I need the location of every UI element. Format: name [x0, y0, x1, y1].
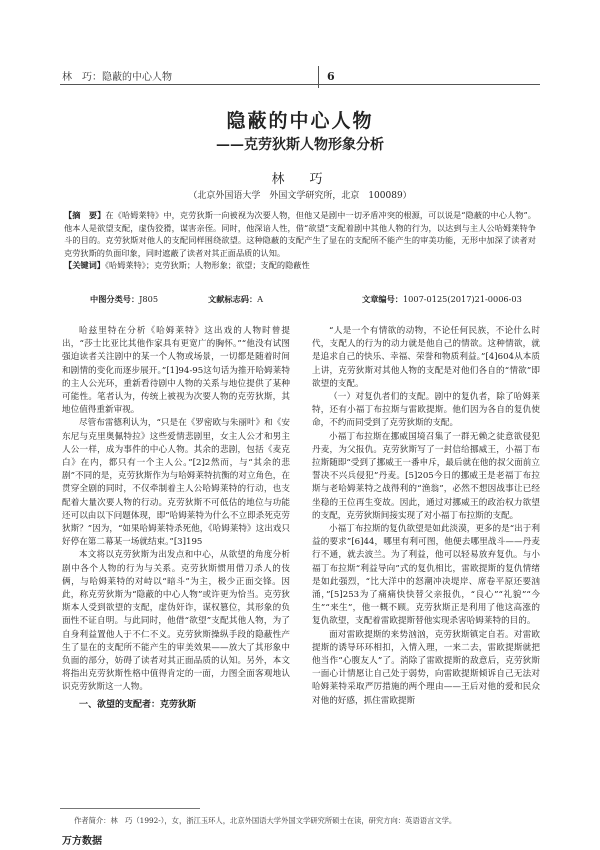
doc-code-value: A [257, 294, 264, 304]
abstract-paragraph [64, 209, 536, 259]
body-paragraph: 面对雷欧提斯的来势汹汹，克劳狄斯镇定自若。对雷欧提斯的诱导环环相扣，入情入理，一来二去，雷欧提斯就把他当作“心腹友人”了。消除了雷欧提斯的敌意后，克劳狄斯一面心计情愿让自己处于弱势，向雷欧提斯倾诉自己无法对哈姆莱特采取严厉措施的两个理由——王后对他的爱和民众对他的好感，抓住雷欧提斯 [312, 629, 540, 706]
body-left-column [62, 325, 290, 712]
body-paragraph: 小福丁布拉斯的复仇欲望是如此淡漠，更多的是“出于利益的要求”[6]44，哪里有利可图，他便去哪里战斗——丹麦行不通，就去波兰。为了利益，他可以轻易放弃复仇。与小福丁布拉斯“利益导向”式的复仇相比，雷欧提斯的复仇情绪是如此强烈，“比大洋中的怒潮冲决堤岸、席卷平原还要汹涌，”[5]253为了痛痛快快替父亲报仇，“良心”“礼貌”“今生”“来生”，他一概不顾。克劳狄斯正是利用了他这高涨的复仇欲望，支配着雷欧提斯替他实现杀害哈姆莱特的目的。 [312, 524, 540, 627]
body-paragraph: 本文将以克劳狄斯为出发点和中心，从欲望的角度分析剧中各个人物的行为与关系。克劳狄斯惯用借刀杀人的伎俩，与哈姆莱特的对峙以“暗斗”为主，极少正面交锋。因此，称克劳狄斯为“隐蔽的中心人物”或许更为恰当。克劳狄斯本人受到欲望的支配，虚伪奸诈，谋权篡位，其形象的负面性不证自明。与此同时，他借“欲望”支配其他人物，为了自身利益置他人于不仁不义。克劳狄斯操纵手段的隐蔽性产生了显在的支配所不能产生的审美效果——放大了其形象中负面的部分，妨碍了读者对其正面品质的认知。另外，本文将指出克劳狄斯性格中值得肯定的一面，力图全面客观地认识克劳狄斯这一人物。 [62, 550, 290, 693]
abstract-text: 在《哈姆莱特》中，克劳狄斯一向被视为次要人物，但他又是剧中一切矛盾冲突的根源，可以说是“隐蔽的中心人物”。他本人是欲望支配，虚伪狡猾，谋害亲侄。同时，他深谙人性，借“欲望”支配着剧中其他人物的行为，以达到与主人公哈姆莱特争斗的目的。克劳狄斯对他人的支配同样围绕欲望。这种隐蔽的支配产生了显在的支配所不能产生的审美功能，无形中加深了读者对克劳狄斯的负面印象，同时遮蔽了读者对其正面品质的认知。 [64, 210, 536, 258]
keywords-line [64, 259, 536, 272]
wanfang-watermark: 万方数据 [62, 836, 102, 847]
author-footnote: 作者简介：林 巧（1992-），女，浙江玉环人，北京外国语大学外国文学研究所硕士在读，研究方向：英语语言文学。 [74, 816, 457, 825]
running-header: 林 巧：隐蔽的中心人物 [62, 72, 172, 83]
body-paragraph: 尽管布雷德利认为，“只是在《罗密欧与朱丽叶》和《安东尼与克里奥佩特拉》这些爱情悲剧里，女主人公才和男主人公一样，成为事件的中心人物。其余的悲剧，包括《麦克白》在内，都只有一个主人公。”[2]2然而，与“其余的悲剧”不同的是，克劳狄斯作为与哈姆莱特抗衡的对立角色，在贯穿全剧的同时，不仅牵制着主人公哈姆莱特的行动，也支配着大量次要人物的行动。克劳狄斯不可低估的地位与功能还可以由以下问题体现，即“哈姆莱特为什么不立即杀死克劳狄斯？”因为，“如果哈姆莱特杀死他，《哈姆莱特》这出戏只好停在第二幕某一场就结束。”[3]195 [62, 418, 290, 548]
clc-field [90, 294, 159, 305]
article-no-label: 文章编号： [362, 294, 403, 304]
body-paragraph: 哈兹里特在分析《哈姆莱特》这出戏的人物时曾提出，“莎士比亚比其他作家具有更宽广的胸怀。”“他没有试图强迫读者关注剧中的某一个人物或场景，一切都是随着时间和剧情的变化而逐步展开。”[1]94-95这句话为推开哈姆莱特的主人公光环，重新看待剧中人物的关系与地位提供了某种可能性。笔者认为，传统上被视为次要人物的克劳狄斯，其地位值得重新审视。 [62, 326, 290, 416]
article-no-field [362, 294, 522, 305]
doc-code-field [208, 294, 264, 305]
keywords-text: 《哈姆莱特》；克劳狄斯；人物形象；欲望；支配的隐蔽性 [104, 260, 310, 271]
author-affiliation: （北京外国语大学 外国文学研究所，北京 100089） [188, 191, 412, 201]
abstract-block [64, 209, 536, 272]
author-name: 林 巧 [271, 172, 329, 187]
body-paragraph: （一）对复仇者们的支配。剧中的复仇者，除了哈姆莱特，还有小福丁布拉斯与雷欧提斯。他们因为各自的复仇使命，不约而同受到了克劳狄斯的支配。 [312, 392, 540, 429]
article-no-value: 1007-0125(2017)21-0006-03 [402, 294, 522, 304]
section-heading: 一、欲望的支配者：克劳狄斯 [79, 699, 197, 710]
clc-label: 中图分类号： [90, 294, 140, 304]
abstract-label: 【摘 要】 [64, 210, 106, 220]
footnote-rule [60, 808, 200, 809]
doc-code-label: 文献标志码： [208, 294, 258, 304]
keywords-label: 【关键词】 [64, 260, 105, 271]
body-paragraph: “人是一个有情欲的动物，不论任何民族，不论什么时代，支配人的行为的动力就是他自己的情欲。这种情欲，就是追求自己的快乐、幸福、荣誉和物质利益。”[4]604从本质上讲，克劳狄斯对其他人物的支配是对他们各自的“情欲”即欲望的支配。 [312, 326, 540, 389]
article-title: 隐蔽的中心人物 [226, 110, 374, 132]
body-paragraph: 小福丁布拉斯在挪威国境召集了一群无赖之徒意欲侵犯丹麦，为父报仇。克劳狄斯写了一封信给挪威王，小福丁布拉斯随即“受到了挪威王一番申斥，最后就在他的叔父面前立誓决不兴兵侵犯”丹麦。[5]205今日的挪威王是老福丁布拉斯与老哈姆莱特之战得利的“渔翁”，必然不想因战事让已经坐稳的王位再生变故。因此，通过对挪威王的政治权力欲望的支配，克劳狄斯间接实现了对小福丁布拉斯的支配。 [312, 431, 540, 521]
article-subtitle: ——克劳狄斯人物形象分析 [216, 137, 384, 153]
body-right-column [312, 325, 540, 708]
page-number: 6 [318, 66, 348, 88]
header-rule [60, 84, 540, 85]
clc-value: J805 [139, 294, 159, 304]
